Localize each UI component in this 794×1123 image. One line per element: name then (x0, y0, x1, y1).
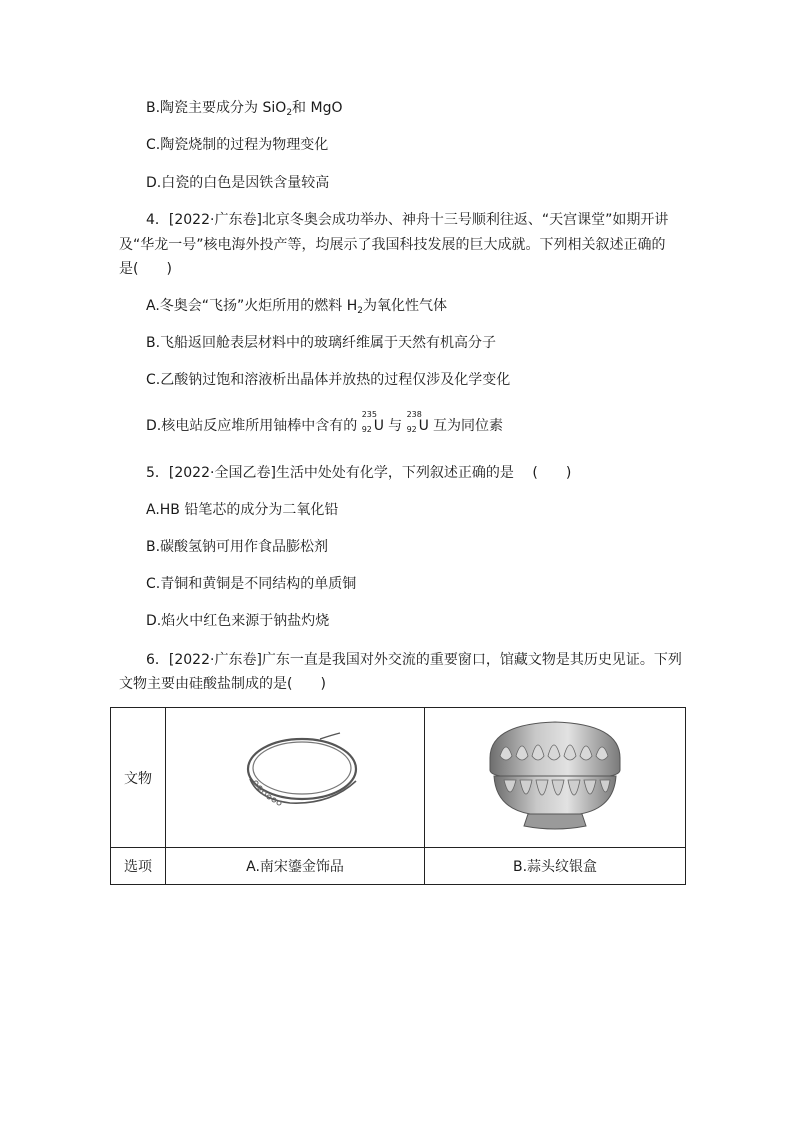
q4-stem-line2: 及“华龙一号”核电海外投产等，均展示了我国科技发展的巨大成就。下列相关叙述正确的 (119, 237, 666, 253)
gilded-necklace-icon (220, 721, 370, 831)
relic-image-gilded-ornament (166, 708, 425, 848)
relics-table (110, 707, 686, 885)
q5-option-d: D.焰火中红色来源于钠盐灼烧 (146, 613, 330, 629)
q5-option-b: B.碳酸氢钠可用作食品膨松剂 (146, 539, 329, 555)
q4-option-b: B.飞船返回舱表层材料中的玻璃纤维属于天然有机高分子 (146, 335, 497, 351)
option-row-header: 选项 (111, 848, 166, 885)
q4-stem-line3: 是( ) (119, 261, 172, 277)
q3-option-b: B.陶瓷主要成分为 SiO$_2$和 MgO (146, 100, 343, 118)
q4-option-d: D.核电站反应堆所用铀棒中含有的 235 92 U 与 238 92 U 互为同位素 (146, 410, 504, 434)
relic-image-silver-box (425, 708, 686, 848)
option-b-label: B.蒜头纹银盒 (425, 848, 686, 885)
q5-option-c: C.青铜和黄铜是不同结构的单质铜 (146, 576, 357, 592)
silver-box-icon (470, 716, 640, 836)
relic-row-header: 文物 (111, 708, 166, 848)
uranium-235-isotope: 235 92 U (361, 410, 384, 434)
q4-stem-line1: 4．[2022·广东卷]北京冬奥会成功举办、神舟十三号顺利往返、“天宫课堂”如期开讲 (146, 212, 669, 228)
q3-option-c: C.陶瓷烧制的过程为物理变化 (146, 137, 329, 153)
option-a-label: A.南宋鎏金饰品 (166, 848, 425, 885)
q5-option-a: A.HB 铅笔芯的成分为二氧化铅 (146, 502, 339, 518)
q5-stem: 5．[2022·全国乙卷]生活中处处有化学，下列叙述正确的是 ( ) (146, 465, 572, 481)
q4-option-a: A.冬奥会“飞扬”火炬所用的燃料 $H_2$为氧化性气体 (146, 298, 447, 316)
q6-stem-line2: 文物主要由硅酸盐制成的是( ) (119, 676, 326, 692)
q4-option-c: C.乙酸钠过饱和溶液析出晶体并放热的过程仅涉及化学变化 (146, 372, 511, 388)
q6-stem-line1: 6．[2022·广东卷]广东一直是我国对外交流的重要窗口，馆藏文物是其历史见证。下列 (146, 652, 682, 668)
q3-option-d: D.白瓷的白色是因铁含量较高 (146, 175, 330, 191)
uranium-238-isotope: 238 92 U (406, 410, 429, 434)
